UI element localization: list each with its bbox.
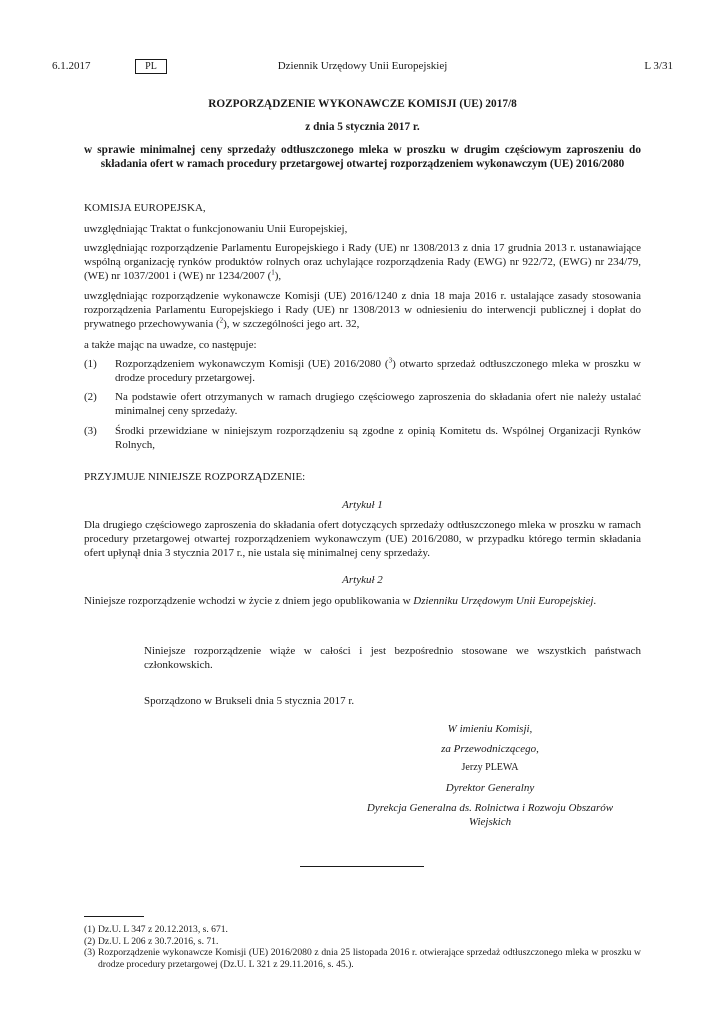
- signature-for-president: za Przewodniczącego,: [441, 743, 539, 755]
- article-1-heading: Artykuł 1: [342, 499, 383, 511]
- preamble-treaty: uwzględniając Traktat o funkcjonowaniu Unii Europejskiej,: [84, 223, 348, 235]
- recital-2: [0, 390, 725, 420]
- regulation-date: z dnia 5 stycznia 2017 r.: [305, 121, 420, 133]
- article-2-heading: Artykuł 2: [342, 574, 383, 586]
- signatory-role: Dyrektor Generalny: [445, 782, 535, 794]
- preamble-regulation-1240: uwzględniając rozporządzenie wykonawcze Komisji (UE) 2016/1240 z dnia 18 maja 2016 r. ustalające zasady stosowania rozporządzenia Parlamentu Europejskiego i Rady (UE) nr 1308/2013 w odniesieniu do interwencji publicznej i dopłat do prywatnego przechowywania ($^2$), w szczególności jego art. 32,: [84, 290, 641, 330]
- footnote-ref-1[interactable]: 1: [271, 268, 275, 277]
- recital-1: [0, 357, 725, 387]
- commission-line: KOMISJA EUROPEJSKA,: [84, 202, 206, 214]
- footnotes: [84, 924, 641, 970]
- recital-text: Na podstawie ofert otrzymanych w ramach drugiego częściowego zaproszenia do składania ofert nie należy ustalać minimalnej ceny sprzedaży.: [115, 391, 641, 417]
- recital-number: (2): [84, 391, 97, 403]
- regulation-number: ROZPORZĄDZENIE WYKONAWCZE KOMISJI (UE) 2017/8: [208, 98, 517, 110]
- footnote-2: (2) Dz.U. L 206 z 30.7.2016, s. 71.: [84, 935, 219, 947]
- page-reference: L 3/31: [644, 60, 673, 72]
- preamble-whereas: a także mając na uwadze, co następuje:: [84, 339, 257, 351]
- regulation-title: [84, 97, 641, 171]
- publication-date: 6.1.2017: [52, 60, 91, 72]
- footnote-1: (1) Dz.U. L 347 z 20.12.2013, s. 671.: [84, 924, 228, 935]
- end-divider: [300, 866, 424, 867]
- recital-number: (3): [84, 425, 97, 437]
- binding-clause: Niniejsze rozporządzenie wiąże w całości i jest bezpośrednio stosowane we wszystkich państwach członkowskich.: [144, 645, 641, 671]
- regulation-subject: w sprawie minimalnej ceny sprzedaży odtłuszczonego mleka w proszku w drugim częściowym zaproszeniu do składania ofert w ramach procedury przetargowej otwartej rozporządzeniem wykonawczym (UE) 2016/2080: [84, 144, 641, 170]
- article-2-text: Niniejsze rozporządzenie wchodzi w życie z dniem jego opublikowania w Dzienniku Urzędowym Unii Europejskiej.: [84, 595, 597, 607]
- journal-title: Dziennik Urzędowy Unii Europejskiej: [277, 60, 448, 72]
- signatory-department: Dyrekcja Generalna ds. Rolnictwa i Rozwoju Obszarów Wiejskich: [366, 802, 614, 828]
- footnote-3: (3) Rozporządzenie wykonawcze Komisji (UE) 2016/2080 z dnia 25 listopada 2016 r. otwierające sprzedaż odtłuszczonego mleka w proszku w drodze procedury przetargowej (Dz.U. L 321 z 29.11.2016, s. 45.).: [84, 947, 641, 970]
- footnote-divider: [84, 916, 144, 917]
- recital-3: [0, 424, 725, 454]
- preamble-regulation-1308: uwzględniając rozporządzenie Parlamentu Europejskiego i Rady (UE) nr 1308/2013 z dnia 17 grudnia 2013 r. ustanawiające wspólną organizację rynków produktów rolnych oraz uchylające rozporządzenia Rady (EWG) nr 922/72, (EWG) nr 234/79, (WE) nr 1037/2001 i (WE) nr 1234/2007 ($^1$),: [84, 242, 641, 282]
- page-header: [52, 59, 673, 75]
- recital-number: (1): [84, 358, 97, 370]
- signature-on-behalf: W imieniu Komisji,: [447, 723, 533, 735]
- done-at-line: Sporządzono w Brukseli dnia 5 stycznia 2017 r.: [144, 695, 355, 707]
- signatory-name: Jerzy PLEWA: [461, 762, 519, 773]
- language-badge: PL: [135, 59, 167, 74]
- footnote-ref-3[interactable]: 3: [388, 356, 393, 365]
- recital-text: Rozporządzeniem wykonawczym Komisji (UE) 2016/2080 ($^3$) otwarto sprzedaż odtłuszczonego mleka w proszku w drodze procedury przetargowej.: [115, 356, 641, 384]
- recital-text: Środki przewidziane w niniejszym rozporządzeniu są zgodne z opinią Komitetu ds. Wspólnej Organizacji Rynków Rolnych,: [115, 425, 641, 451]
- article-1-text: Dla drugiego częściowego zaproszenia do składania ofert dotyczących sprzedaży odtłuszczonego mleka w proszku w ramach procedury przetargowej otwartej rozporządzeniem wykonawczym (UE) 2016/2080, w przypadku którego termin składania ofert upłynął dnia 3 stycznia 2017 r., nie ustala się minimalnej ceny sprzedaży.: [84, 519, 641, 559]
- adoption-line: PRZYJMUJE NINIEJSZE ROZPORZĄDZENIE:: [84, 471, 306, 483]
- footnote-ref-2[interactable]: 2: [219, 316, 224, 325]
